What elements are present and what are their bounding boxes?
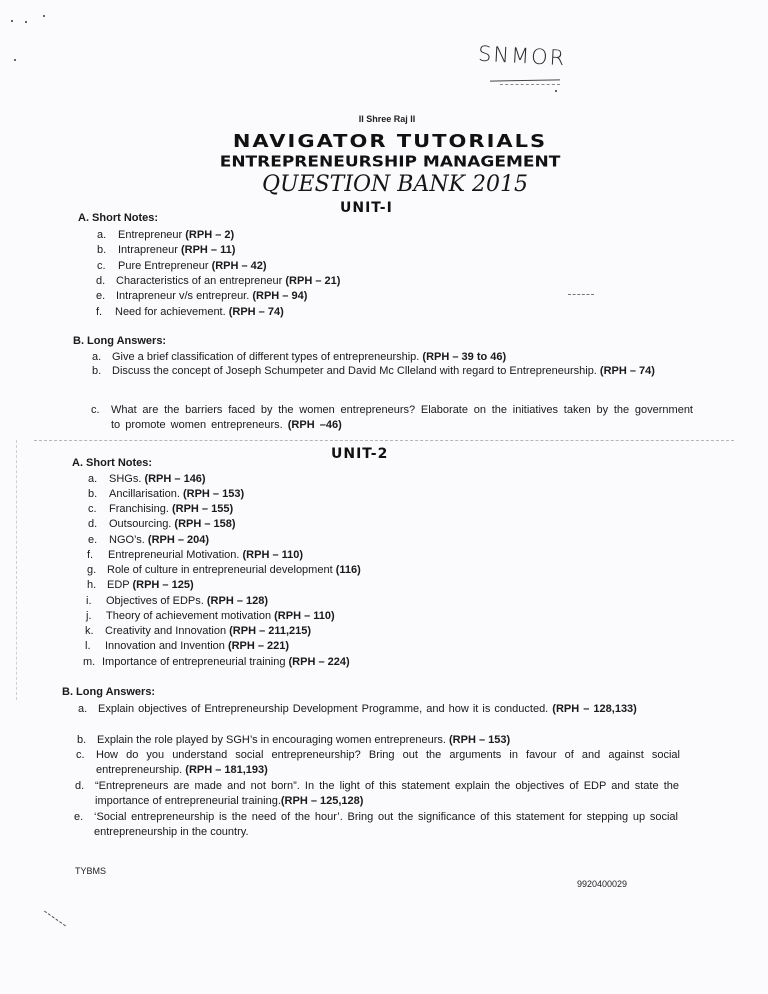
item-text: Intrapreneur v/s entrepreur.: [116, 290, 253, 302]
unit-1-short-note-f: [96, 305, 675, 320]
unit-2-short-note-i: [86, 594, 666, 609]
item-text: Importance of entrepreneurial training: [102, 656, 289, 668]
item-text: Pure Entrepreneur: [118, 260, 212, 272]
page-reference: (RPH – 94): [252, 290, 308, 302]
item-text: Creativity and Innovation: [105, 625, 230, 637]
page-reference: (RPH – 128,133): [552, 703, 637, 715]
page-reference: (RPH – 181,193): [185, 764, 268, 776]
unit-2-long-answer-c: [76, 748, 680, 778]
page-reference: (RPH – 11): [180, 244, 236, 256]
page-reference: (RPH – 211,215): [229, 625, 312, 637]
item-text: SHGs.: [109, 473, 145, 485]
item-text: Role of culture in entrepreneurial development: [107, 564, 336, 576]
item-text: Give a brief classification of different types of entrepreneurship.: [112, 351, 423, 363]
item-label: l.: [85, 640, 91, 652]
item-label: b.: [92, 365, 102, 377]
unit-1-heading: UNIT-I: [340, 200, 393, 216]
item-label: d.: [96, 275, 106, 287]
invocation-line: II Shree Raj II: [358, 114, 416, 124]
item-text: Need for achievement.: [115, 306, 229, 318]
unit-2-short-note-k: [85, 624, 665, 639]
scan-mark: [44, 911, 66, 927]
page-reference: (RPH –46): [287, 419, 342, 431]
item-label: f.: [87, 549, 94, 561]
item-text: Ancillarisation.: [109, 488, 183, 500]
item-label: a.: [97, 229, 107, 241]
unit-1-long-answer-c: [91, 403, 693, 433]
unit-2-short-note-a: [88, 472, 669, 487]
page-reference: (RPH – 74): [228, 306, 284, 318]
unit-2-short-note-e: [88, 533, 669, 548]
unit-2-heading: UNIT-2: [331, 446, 389, 462]
item-text: Objectives of EDPs.: [106, 595, 207, 607]
item-label: g.: [87, 564, 97, 576]
unit-2-short-note-c: [88, 502, 669, 517]
unit-1-short-notes-heading: A. Short Notes:: [78, 212, 159, 224]
unit-2-long-answer-a: [78, 702, 688, 717]
item-label: c.: [76, 749, 85, 761]
item-label: e.: [74, 811, 84, 823]
page-reference: (RPH – 21): [285, 275, 341, 287]
item-label: d.: [75, 780, 85, 792]
item-text: Entrepreneurial Motivation.: [108, 549, 243, 561]
unit-2-short-note-m: [83, 655, 662, 670]
item-label: a.: [92, 351, 102, 363]
item-label: f.: [96, 306, 103, 318]
item-text: Explain the role played by SGH’s in encouraging women entrepreneurs.: [97, 734, 449, 746]
item-text: EDP: [107, 579, 133, 591]
unit-1-short-note-a: [97, 228, 678, 243]
unit-1-long-answer-a: [92, 350, 687, 365]
page-reference: (RPH – 155): [171, 503, 234, 515]
item-text: NGO’s.: [109, 534, 148, 546]
item-label: b.: [88, 488, 98, 500]
unit-2-short-note-g: [87, 563, 667, 578]
item-text: What are the barriers faced by the women entrepreneurs? Elaborate on the initiatives taken by the government to promote women entrepreneurs.: [111, 404, 693, 431]
signature-underline: [490, 79, 560, 81]
item-label: m.: [83, 656, 96, 668]
page-reference: (RPH – 74): [599, 365, 655, 377]
item-label: e.: [88, 534, 98, 546]
unit-2-short-note-j: [86, 609, 666, 624]
unit-1-short-note-d: [96, 274, 676, 289]
item-text: Intrapreneur: [118, 244, 181, 256]
unit-1-long-answer-b: [92, 364, 689, 379]
page-reference: (RPH – 128): [206, 595, 269, 607]
handwritten-signature: SNMOR: [477, 41, 567, 71]
scan-speck: [43, 15, 45, 17]
unit-1-long-answers-heading: B. Long Answers:: [73, 335, 167, 347]
item-label: a.: [78, 703, 88, 715]
item-label: k.: [85, 625, 94, 637]
unit-2-short-note-h: [87, 578, 667, 593]
item-text: How do you understand social entrepreneurship? Bring out the arguments in favour of and against social entrepreneurship.: [96, 749, 680, 776]
scan-speck: [14, 59, 16, 61]
item-label: i.: [86, 595, 92, 607]
unit-1-short-note-b: [97, 243, 678, 258]
scan-mark: [568, 294, 594, 295]
unit-2-short-note-b: [88, 487, 669, 502]
footer-course: TYBMS: [75, 866, 107, 876]
page-reference: (RPH – 221): [227, 640, 290, 652]
signature-underline-dashed: [500, 84, 560, 85]
item-text: Innovation and Invention: [105, 640, 228, 652]
item-label: b.: [77, 734, 87, 746]
scan-speck: [555, 90, 557, 92]
item-text: “Entrepreneurs are made and not born”. In the light of this statement explain the objectives of EDP and state the importance of entrepreneurial training.: [95, 780, 679, 807]
unit-1-short-note-e: [96, 289, 676, 304]
item-text: Discuss the concept of Joseph Schumpeter and David Mc Clleland with regard to Entrepreneurship.: [112, 365, 600, 377]
unit-2-short-notes-heading: A. Short Notes:: [72, 457, 153, 469]
page-reference: (RPH – 110): [274, 610, 335, 622]
unit-2-short-note-l: [85, 639, 665, 654]
page-reference: (RPH – 146): [144, 473, 206, 485]
page-reference: (RPH – 153): [182, 488, 245, 500]
page-reference: (RPH – 39 to 46): [422, 351, 507, 363]
item-label: c.: [97, 260, 106, 272]
document-title: QUESTION BANK 2015: [261, 172, 529, 197]
scan-speck: [11, 20, 13, 22]
unit-2-long-answer-b: [77, 733, 687, 748]
item-text: Entrepreneur: [118, 229, 186, 241]
unit-2-short-note-f: [87, 548, 668, 563]
item-text: ‘Social entrepreneurship is the need of the hour’. Bring out the significance of this statement for stepping up social entrepreneurship in the country.: [94, 811, 678, 838]
page-reference: (RPH – 204): [147, 534, 210, 546]
margin-mark: [16, 440, 17, 700]
page-reference: (RPH – 2): [185, 229, 235, 241]
unit-divider: [34, 440, 734, 441]
footer-phone: 9920400029: [577, 879, 628, 889]
scan-speck: [25, 21, 27, 23]
item-label: a.: [88, 473, 98, 485]
unit-2-long-answer-e: [74, 810, 678, 840]
item-label: e.: [96, 290, 106, 302]
page-reference: (RPH – 110): [242, 549, 304, 561]
unit-2-long-answers-heading: B. Long Answers:: [62, 686, 156, 698]
page-reference: (RPH – 158): [174, 518, 236, 530]
item-label: d.: [88, 518, 98, 530]
page-reference: (RPH – 224): [288, 656, 350, 668]
page-reference: (RPH – 125): [132, 579, 194, 591]
item-text: Outsourcing.: [109, 518, 175, 530]
item-text: Franchising.: [109, 503, 172, 515]
item-label: c.: [88, 503, 97, 515]
unit-1-short-note-c: [97, 259, 678, 274]
page-reference: (RPH – 42): [211, 260, 267, 272]
item-text: Explain objectives of Entrepreneurship Development Programme, and how it is conducted.: [98, 703, 553, 715]
item-label: c.: [91, 404, 100, 416]
unit-2-short-note-d: [88, 517, 669, 532]
item-text: Theory of achievement motivation: [106, 610, 275, 622]
page-reference: (116): [335, 564, 361, 576]
page-reference: (RPH – 153): [449, 734, 511, 746]
unit-2-long-answer-d: [75, 779, 679, 809]
subject-title: ENTREPRENEURSHIP MANAGEMENT: [219, 153, 561, 171]
page-reference: (RPH – 125,128): [280, 795, 364, 807]
institute-name: NAVIGATOR TUTORIALS: [232, 130, 548, 152]
item-text: Characteristics of an entrepreneur: [116, 275, 286, 287]
item-label: j.: [86, 610, 92, 622]
item-label: b.: [97, 244, 107, 256]
item-label: h.: [87, 579, 97, 591]
